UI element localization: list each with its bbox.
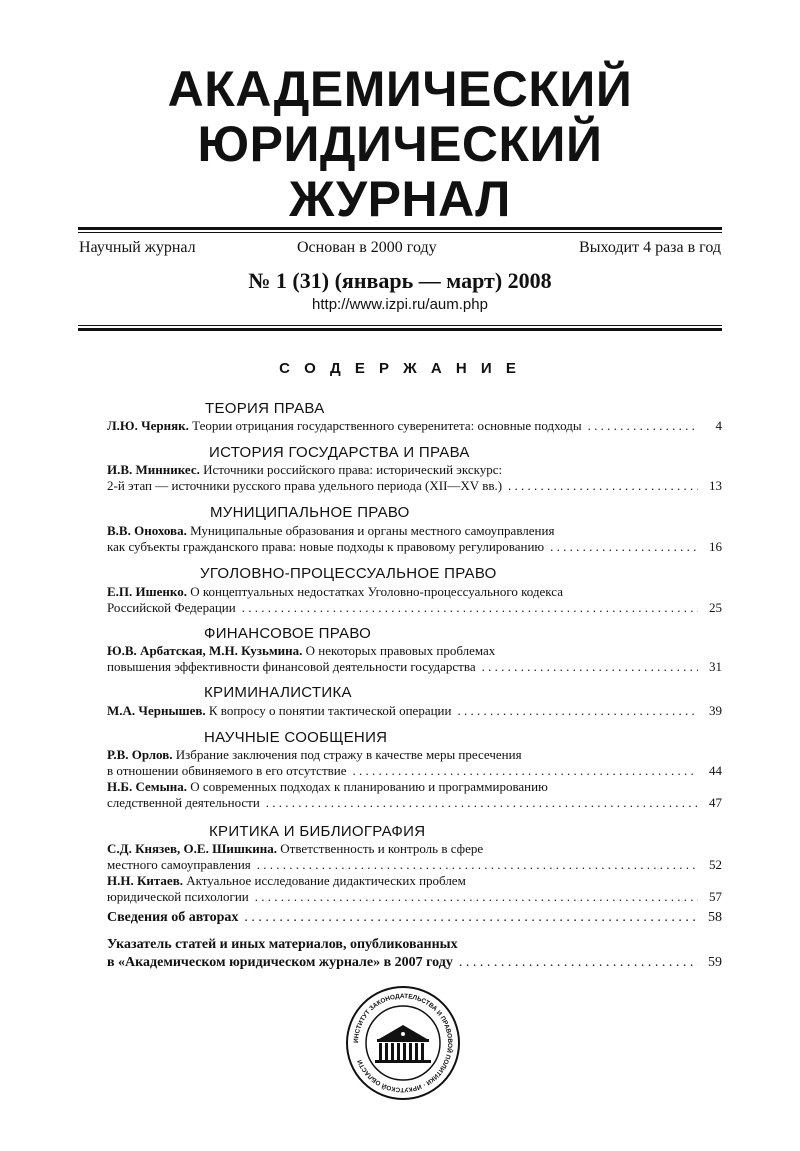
entry-title: Источники российского права: исторический экскурс:	[203, 462, 503, 477]
section-heading: НАУЧНЫЕ СООБЩЕНИЯ	[204, 729, 388, 746]
leader-dots	[508, 478, 698, 494]
header-rule-top	[78, 227, 722, 230]
section-heading: ИСТОРИЯ ГОСУДАРСТВА И ПРАВА	[209, 444, 470, 461]
seal-text: ИНСТИТУТ ЗАКОНОДАТЕЛЬСТВА И ПРАВОВОЙ ПОЛИТИКИ · ИРКУТСКОЙ ОБЛАСТИ	[352, 992, 454, 1094]
journal-type: Научный журнал	[79, 239, 196, 256]
entry-page: 47	[709, 794, 722, 810]
leader-dots	[255, 889, 698, 905]
toc-entry[interactable]	[107, 418, 722, 434]
header-rule-bottom	[78, 328, 722, 331]
entry-page: 52	[709, 856, 722, 872]
entry-page: 31	[709, 658, 722, 674]
entry-author: Е.П. Ишенко.	[107, 584, 187, 599]
entry-author: Р.В. Орлов.	[107, 747, 173, 762]
entry-title-cont: местного самоуправления	[107, 856, 251, 872]
leader-dots	[353, 763, 699, 779]
leader-dots	[266, 795, 698, 811]
entry-title: О современных подходах к планированию и программированию	[190, 779, 548, 794]
leader-dots	[482, 659, 698, 675]
journal-title-line-1: АКАДЕМИЧЕСКИЙ	[167, 61, 633, 117]
leader-dots	[257, 857, 698, 873]
entry-title: Муниципальные образования и органы местного самоуправления	[190, 523, 555, 538]
toc-entry-index[interactable]	[107, 936, 722, 972]
entry-page: 4	[715, 418, 722, 433]
entry-page: 13	[709, 477, 722, 493]
entry-title: Указатель статей и иных материалов, опубликованных	[107, 937, 458, 952]
entry-author: Н.Н. Китаев.	[107, 873, 183, 888]
section-heading: ТЕОРИЯ ПРАВА	[205, 400, 325, 417]
entry-author: М.А. Чернышев.	[107, 703, 206, 718]
section-heading: УГОЛОВНО-ПРОЦЕССУАЛЬНОЕ ПРАВО	[200, 565, 497, 582]
toc-entry[interactable]	[107, 841, 722, 872]
issue-number: № 1 (31) (январь — март) 2008	[248, 268, 552, 293]
section-heading: КРИТИКА И БИБЛИОГРАФИЯ	[209, 823, 426, 840]
entry-author: Ю.В. Арбатская, М.Н. Кузьмина.	[107, 643, 303, 658]
institute-seal-logo	[345, 985, 461, 1101]
entry-page: 59	[708, 955, 722, 970]
entry-page: 25	[709, 599, 722, 615]
entry-title: Теории отрицания государственного суверенитета: основные подходы	[192, 418, 582, 433]
section-heading: КРИМИНАЛИСТИКА	[204, 684, 352, 701]
entry-title-cont: 2-й этап — источники русского права удельного периода (XII—XV вв.)	[107, 477, 503, 493]
toc-entry[interactable]	[107, 747, 722, 778]
journal-url[interactable]: http://www.izpi.ru/aum.php	[312, 296, 488, 313]
section-heading: МУНИЦИПАЛЬНОЕ ПРАВО	[210, 504, 410, 521]
journal-title-line-2: ЮРИДИЧЕСКИЙ	[197, 116, 603, 172]
entry-title-cont: следственной деятельности	[107, 794, 260, 810]
journal-founded: Основан в 2000 году	[297, 239, 437, 256]
toc-entry[interactable]	[107, 873, 722, 904]
entry-author: Н.Б. Семына.	[107, 779, 188, 794]
entry-page: 57	[709, 888, 722, 904]
entry-page: 16	[709, 538, 722, 554]
entry-title: Актуальное исследование дидактических проблем	[186, 873, 466, 888]
toc-entry[interactable]	[107, 462, 722, 493]
leader-dots	[459, 954, 698, 972]
entry-title-cont: как субъекты гражданского права: новые подходы к правовому регулированию	[107, 538, 545, 554]
entry-author: И.В. Минникес.	[107, 462, 200, 477]
toc-entry[interactable]	[107, 703, 722, 719]
header-rule-top-thin	[78, 232, 722, 233]
entry-title-cont: в отношении обвиняемого в его отсутствие	[107, 762, 347, 778]
entry-author: Л.Ю. Черняк.	[107, 418, 189, 433]
toc-entry[interactable]	[107, 584, 722, 615]
leader-dots	[244, 909, 698, 927]
entry-title: Избрание заключения под стражу в качестве меры пресечения	[175, 747, 522, 762]
contents-heading: С О Д Е Р Ж А Н И Е	[279, 360, 521, 377]
toc-entry[interactable]	[107, 779, 722, 810]
toc-entry[interactable]	[107, 643, 722, 674]
leader-dots	[457, 703, 698, 719]
entry-author: С.Д. Князев, О.Е. Шишкина.	[107, 841, 278, 856]
leader-dots	[550, 539, 698, 555]
entry-page: 39	[709, 703, 722, 718]
leader-dots	[242, 600, 698, 616]
leader-dots	[588, 418, 698, 434]
building-icon	[375, 1025, 431, 1063]
entry-title-cont: повышения эффективности финансовой деятельности государства	[107, 658, 476, 674]
entry-page: 58	[708, 910, 722, 925]
journal-title-line-3: ЖУРНАЛ	[289, 171, 511, 227]
entry-title-cont: юридической психологии	[107, 888, 249, 904]
entry-title: К вопросу о понятии тактической операции	[208, 703, 452, 718]
toc-entry-authors-info[interactable]	[107, 909, 722, 927]
section-heading: ФИНАНСОВОЕ ПРАВО	[204, 625, 372, 642]
entry-page: 44	[709, 762, 722, 778]
entry-title: О некоторых правовых проблемах	[305, 643, 496, 658]
entry-title: Сведения об авторах	[107, 910, 239, 925]
entry-title: Ответственность и контроль в сфере	[280, 841, 484, 856]
toc-entry[interactable]	[107, 523, 722, 554]
header-rule-bottom-thin	[78, 325, 722, 326]
entry-author: В.В. Онохова.	[107, 523, 187, 538]
entry-title: О концептуальных недостатках Уголовно-процессуального кодекса	[190, 584, 563, 599]
entry-title-cont: Российской Федерации	[107, 599, 236, 615]
entry-title-cont: в «Академическом юридическом журнале» в 2007 году	[107, 955, 453, 970]
journal-frequency: Выходит 4 раза в год	[579, 239, 721, 256]
